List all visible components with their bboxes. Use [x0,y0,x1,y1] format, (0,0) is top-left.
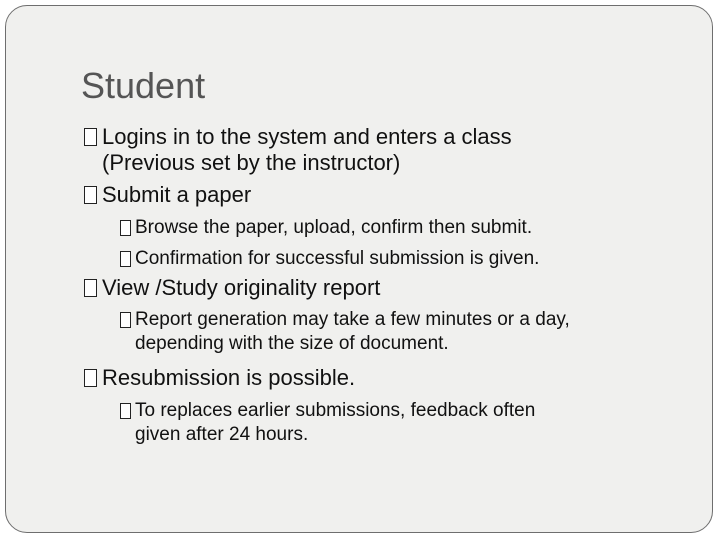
bullet-line: Report generation may take a few minutes or a day, [135,309,570,330]
bullet-item [120,308,570,356]
bullet-text [102,124,512,176]
bullet-item [120,247,539,271]
bullet-text: Resubmission is possible. [102,365,356,390]
bullet-item [84,275,380,301]
bullet-line: (Previous set by the instructor) [102,150,401,175]
bullet-marker-icon [84,279,97,297]
bullet-text: Confirmation for successful submission is given. [135,248,540,269]
bullet-marker-icon [120,312,131,328]
bullet-line: given after 24 hours. [135,424,309,445]
bullet-line: To replaces earlier submissions, feedback often [135,400,536,421]
bullet-marker-icon [120,220,131,236]
bullet-text: Browse the paper, upload, confirm then submit. [135,217,533,238]
slide-title: Student [81,65,206,106]
bullet-text: View /Study originality report [102,275,381,300]
bullet-item [84,182,251,208]
bullet-marker-icon [84,186,97,204]
bullet-item [120,216,532,240]
slide [5,5,713,533]
bullet-marker-icon [84,369,97,387]
bullet-text [135,308,570,356]
bullet-marker-icon [120,403,131,419]
bullet-text [135,399,535,447]
bullet-item [84,124,512,176]
bullet-marker-icon [84,128,97,146]
bullet-line: depending with the size of document. [135,333,449,354]
bullet-text: Submit a paper [102,182,252,207]
bullet-marker-icon [120,251,131,267]
bullet-line: Logins in to the system and enters a class [102,124,512,149]
bullet-item [84,365,355,391]
bullet-item [120,399,535,447]
